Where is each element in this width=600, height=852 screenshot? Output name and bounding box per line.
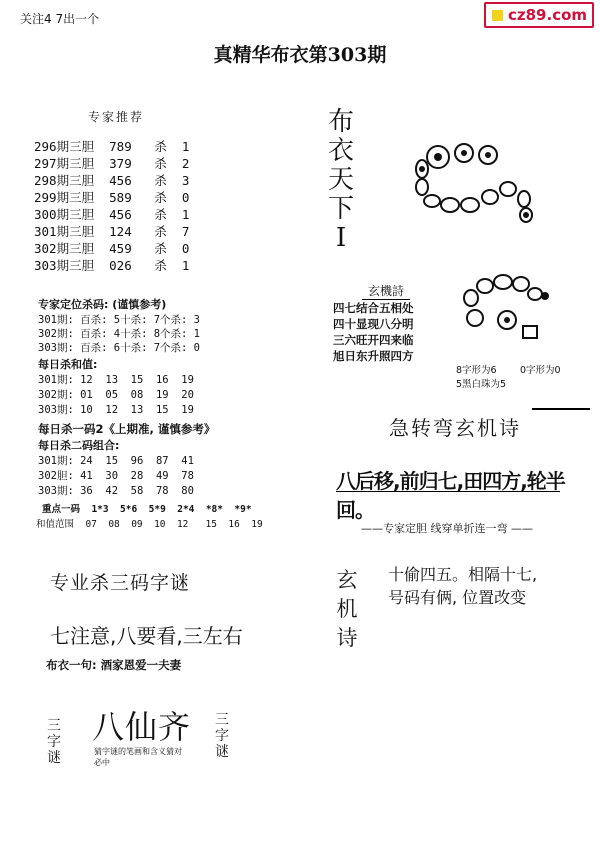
- kill-riddle-hint: 七注意,八要看,三左右: [50, 624, 243, 648]
- page-title: 真精华布衣第303期: [213, 44, 387, 66]
- list-item: 303期: 百杀: 6十杀: 7个杀: 0: [38, 342, 201, 354]
- list-item: 297期三胆 379 杀 2: [34, 156, 190, 171]
- list-item: 299期三胆 589 杀 0: [34, 190, 190, 205]
- list-item: 302期: 百杀: 4十杀: 8个杀: 1: [38, 328, 201, 340]
- side-label: 三字谜: [215, 712, 229, 760]
- one-code-heading: 每日杀一码2《上期准, 谨慎参考》: [38, 422, 216, 436]
- poem-line: 旭日东升照四方: [333, 349, 414, 363]
- riddle-poem-title: 急转弯玄机诗: [389, 416, 521, 440]
- poem-line: 三六旺开四来临: [333, 333, 414, 347]
- vertical-title: 布 衣 天 下 I: [327, 107, 354, 253]
- watermark-text: cz89.com: [508, 6, 588, 24]
- shape-note: 8字形为6: [456, 365, 497, 376]
- expert-divider-note: ——专家定胆 线穿单折连一弯 ——: [361, 522, 533, 535]
- divider: [532, 408, 590, 410]
- square-icon: [492, 10, 503, 21]
- list-item: 302胆: 41 30 28 49 78: [38, 470, 194, 482]
- two-combo-heading: 每日杀二码组合:: [38, 439, 120, 452]
- list-item: 301期: 24 15 96 87 41: [38, 455, 194, 467]
- poem-line: 四七结合五相处: [333, 301, 414, 315]
- list-item: 296期三胆 789 杀 1: [34, 139, 190, 154]
- list-item: 300期三胆 456 杀 1: [34, 207, 190, 222]
- side-label: 三字谜: [47, 718, 61, 766]
- buyi-saying: 布衣一句: 酒家恩爱一夫妻: [46, 658, 182, 672]
- riddle-word: 八仙齐: [92, 708, 192, 746]
- sum-range-line: 和值范围 07 08 09 10 12 15 16 19: [36, 519, 263, 530]
- site-watermark[interactable]: [484, 2, 594, 28]
- list-item: 303期: 36 42 58 78 80: [38, 485, 194, 497]
- shape-note: 5黑白珠为5: [456, 379, 507, 390]
- position-kill-heading: 专家定位杀码: (谨慎参考): [38, 298, 167, 311]
- list-item: 302期: 01 05 08 19 20: [38, 389, 194, 401]
- list-item: 303期: 10 12 13 15 19: [38, 404, 194, 416]
- top-note: 关注4 7出一个: [20, 12, 100, 26]
- focus-code-line: 重点一码 1*3 5*6 5*9 2*4 *8* *9*: [42, 504, 252, 515]
- poem-line: 十偷四五。相隔十七,: [388, 565, 538, 584]
- poem-line: 号码有俩, 位置改变: [388, 588, 527, 607]
- list-item: 303期三胆 026 杀 1: [34, 258, 190, 273]
- riddle-note: 猜字谜的笔画和含义猜对必中: [94, 747, 182, 767]
- list-item: 302期三胆 459 杀 0: [34, 241, 190, 256]
- poem-title: 玄機詩: [362, 282, 410, 300]
- list-item: 298期三胆 456 杀 3: [34, 173, 190, 188]
- bead-ring-illustration: [455, 270, 555, 360]
- bead-chain-illustration: [400, 135, 550, 235]
- poem-line: 四十显现八分明: [333, 317, 414, 331]
- list-item: 301期三胆 124 杀 7: [34, 224, 190, 239]
- riddle-poem-line: 八后移,前归七,田四方,轮半回。: [336, 469, 565, 522]
- list-item: 301期: 百杀: 5十杀: 7个杀: 3: [38, 314, 201, 326]
- shape-note: 0字形为0: [520, 365, 561, 376]
- sum-kill-heading: 每日杀和值:: [38, 358, 98, 371]
- kill-riddle-title: 专业杀三码字谜: [50, 572, 191, 594]
- expert-heading: 专家推荐: [88, 110, 145, 124]
- divider: [336, 491, 560, 492]
- list-item: 301期: 12 13 15 16 19: [38, 374, 194, 386]
- vertical-poem-label: 玄 机 诗: [336, 568, 358, 650]
